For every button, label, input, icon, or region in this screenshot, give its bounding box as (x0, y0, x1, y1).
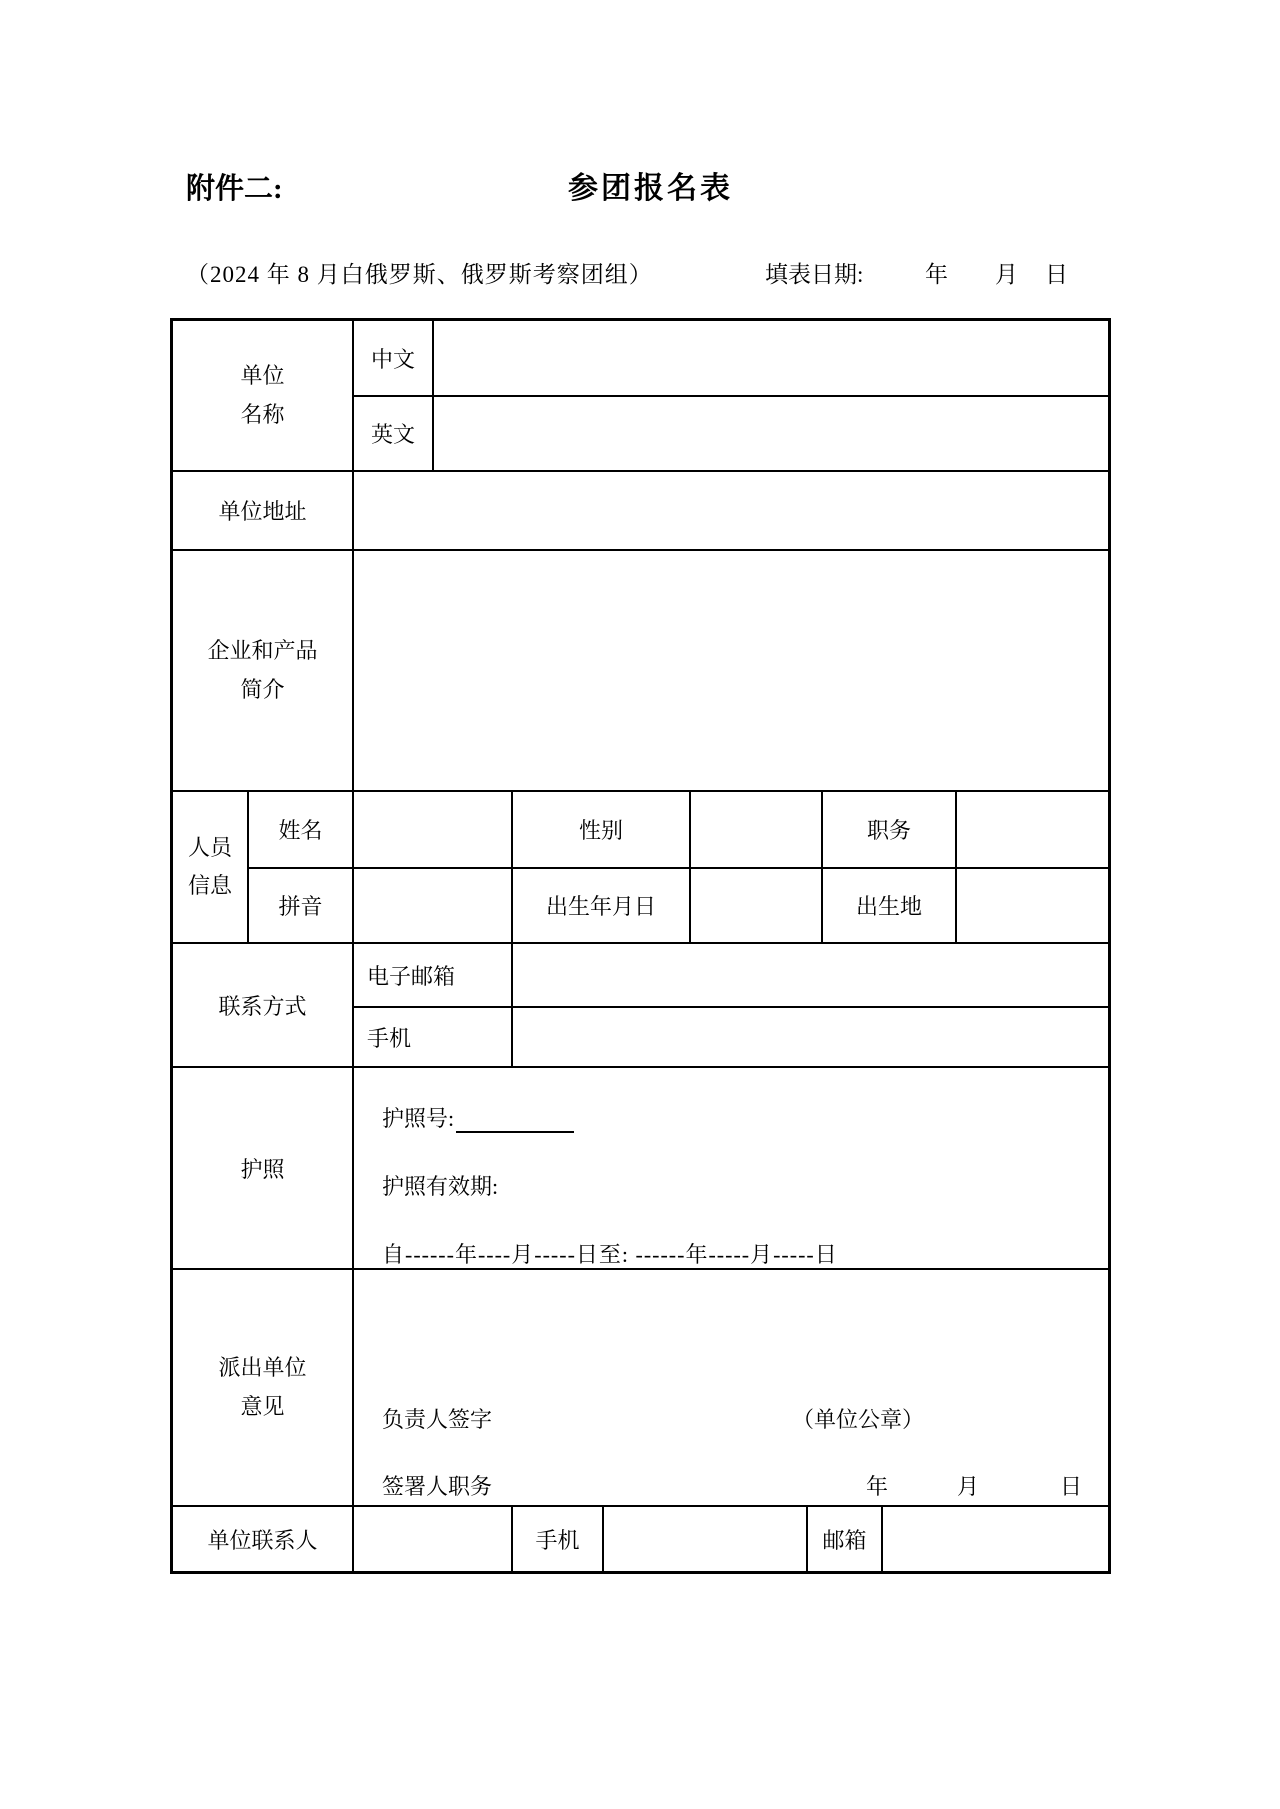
personnel-label-line1: 人员 (187, 834, 232, 860)
attachment-label: 附件二: (186, 173, 283, 205)
dispatch-opinion-label-line2: 意见 (240, 1393, 285, 1419)
personnel-gender-value-cell (691, 792, 823, 869)
passport-number-line (382, 1102, 574, 1133)
unit-name-english-value-cell (434, 397, 1108, 472)
passport-section (173, 1068, 1108, 1270)
company-intro-label-line2: 简介 (240, 676, 285, 702)
dispatch-opinion-label-line1: 派出单位 (218, 1355, 307, 1380)
unit-name-label (173, 321, 354, 472)
page-title: 参团报名表 (568, 172, 733, 205)
dispatch-month-label: 月 (957, 1474, 980, 1499)
unit-contact-email-label: 邮箱 (808, 1507, 883, 1571)
unit-contact-section (173, 1507, 1108, 1571)
company-intro-value-cell (354, 551, 1108, 792)
unit-contact-name-cell (354, 1507, 513, 1571)
unit-name-label-line1: 单位 (240, 363, 285, 388)
passport-label: 护照 (173, 1068, 354, 1270)
signature-label: 负责人签字 (382, 1407, 493, 1432)
personnel-birthdate-value-cell (691, 869, 823, 944)
personnel-pinyin-label: 拼音 (249, 869, 354, 944)
signer-position-label: 签署人职务 (382, 1474, 493, 1499)
unit-contact-email-value-cell (883, 1507, 1108, 1571)
passport-number-blank-line (456, 1107, 574, 1133)
contact-email-label: 电子邮箱 (354, 944, 513, 1008)
company-intro-label (173, 551, 354, 792)
contact-email-value-cell (513, 944, 1108, 1008)
unit-contact-mobile-value-cell (604, 1507, 808, 1571)
unit-contact-label: 单位联系人 (173, 1507, 354, 1571)
unit-address-value-cell (354, 472, 1108, 551)
unit-name-section (173, 321, 1108, 472)
company-intro-section (173, 551, 1108, 792)
personnel-birthdate-label: 出生年月日 (513, 869, 691, 944)
unit-name-chinese-value-cell (434, 321, 1108, 397)
unit-seal-label: （单位公章） (792, 1407, 925, 1432)
personnel-gender-label: 性别 (513, 792, 691, 869)
passport-validity-label: 护照有效期: (382, 1174, 499, 1199)
personnel-name-value-cell (354, 792, 513, 869)
personnel-section (173, 792, 1108, 944)
unit-name-english-label: 英文 (354, 397, 434, 472)
dispatch-opinion-label (173, 1270, 354, 1507)
personnel-pinyin-value-cell (354, 869, 513, 944)
passport-validity-range-line: 自------年----月-----日至: ------年-----月-----日 (382, 1242, 838, 1267)
personnel-position-label: 职务 (823, 792, 957, 869)
personnel-name-label: 姓名 (249, 792, 354, 869)
personnel-birthplace-label: 出生地 (823, 869, 957, 944)
contact-mobile-value-cell (513, 1008, 1108, 1068)
company-intro-label-line1: 企业和产品 (207, 638, 318, 663)
dispatch-year-label: 年 (866, 1474, 889, 1499)
personnel-label (173, 792, 249, 944)
unit-name-label-line2: 名称 (240, 401, 285, 427)
personnel-birthplace-value-cell (957, 869, 1108, 944)
contact-section (173, 944, 1108, 1068)
fill-date-label: 填表日期: (765, 262, 864, 287)
unit-address-section (173, 472, 1108, 551)
personnel-label-line2: 信息 (187, 873, 232, 898)
fill-date-month-label: 月 (995, 262, 1018, 287)
passport-content-cell (354, 1068, 1108, 1270)
contact-mobile-label: 手机 (354, 1008, 513, 1068)
fill-date-year-label: 年 (925, 262, 948, 287)
unit-address-label: 单位地址 (173, 472, 354, 551)
dispatch-day-label: 日 (1060, 1474, 1083, 1499)
unit-contact-mobile-label: 手机 (513, 1507, 604, 1571)
registration-form-table (170, 318, 1111, 1574)
dispatch-opinion-content-cell (354, 1270, 1108, 1507)
personnel-position-value-cell (957, 792, 1108, 869)
passport-number-label: 护照号: (382, 1106, 455, 1131)
subtitle: （2024 年 8 月白俄罗斯、俄罗斯考察团组） (186, 262, 653, 287)
unit-name-chinese-label: 中文 (354, 321, 434, 397)
dispatch-opinion-section (173, 1270, 1108, 1507)
contact-label: 联系方式 (173, 944, 354, 1068)
fill-date-day-label: 日 (1045, 262, 1068, 287)
